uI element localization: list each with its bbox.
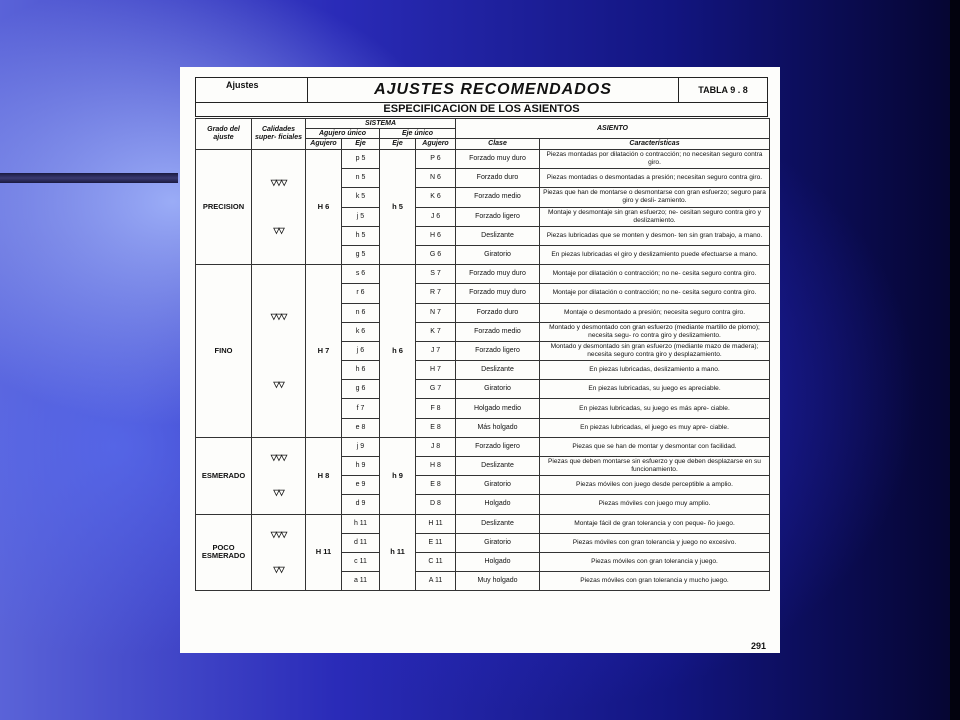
shaft-basis-hole-cell: G 7 xyxy=(416,380,456,399)
shaft-basis-hole-cell: C 11 xyxy=(416,552,456,571)
characteristics-cell: En piezas lubricadas, su juego es más apre- ciable. xyxy=(540,399,770,418)
table-row xyxy=(196,514,770,533)
fit-class-cell: Giratorio xyxy=(456,476,540,495)
grade-cell: ESMERADO xyxy=(196,437,252,514)
characteristics-cell: En piezas lubricadas, el juego es muy apre- ciable. xyxy=(540,418,770,437)
table-row xyxy=(196,265,770,284)
col-agujero-unico: Agujero único xyxy=(306,129,380,139)
col-clase: Clase xyxy=(456,139,540,150)
hole-basis-shaft-cell: n 5 xyxy=(342,169,380,188)
hole-basis-shaft-cell: g 6 xyxy=(342,380,380,399)
fit-class-cell: Forzado ligero xyxy=(456,437,540,456)
header-section-label: Ajustes xyxy=(196,78,308,102)
characteristics-cell: Piezas móviles con juego muy amplio. xyxy=(540,495,770,514)
characteristics-cell: Montaje o desmontado a presión; necesita seguro contra giro. xyxy=(540,303,770,322)
col-sistema: SISTEMA xyxy=(306,119,456,129)
table-header xyxy=(195,77,768,103)
col-eje-2: Eje xyxy=(380,139,416,150)
fit-class-cell: Deslizante xyxy=(456,226,540,245)
shaft-basis-hole-cell: H 11 xyxy=(416,514,456,533)
fit-class-cell: Giratorio xyxy=(456,245,540,264)
fit-class-cell: Deslizante xyxy=(456,361,540,380)
fit-class-cell: Deslizante xyxy=(456,514,540,533)
shaft-basis-hole-cell: K 6 xyxy=(416,188,456,207)
surface-finish-symbol: ▽▽▽ xyxy=(270,311,287,321)
shaft-basis-shaft-cell: h 11 xyxy=(380,514,416,591)
hole-basis-shaft-cell: c 11 xyxy=(342,552,380,571)
shaft-basis-shaft-cell: h 6 xyxy=(380,265,416,438)
fit-class-cell: Forzado muy duro xyxy=(456,150,540,169)
hole-basis-shaft-cell: e 8 xyxy=(342,418,380,437)
fit-class-cell: Muy holgado xyxy=(456,572,540,591)
fit-class-cell: Forzado ligero xyxy=(456,207,540,226)
shaft-basis-hole-cell: N 6 xyxy=(416,169,456,188)
hole-basis-shaft-cell: r 6 xyxy=(342,284,380,303)
shaft-basis-hole-cell: P 6 xyxy=(416,150,456,169)
shaft-basis-hole-cell: J 8 xyxy=(416,437,456,456)
fits-table-body xyxy=(196,150,770,591)
shaft-basis-shaft-cell: h 5 xyxy=(380,150,416,265)
hole-basis-shaft-cell: g 5 xyxy=(342,245,380,264)
characteristics-cell: Montaje y desmontaje sin gran esfuerzo; ne- cesitan seguro contra giro y deslizamiento. xyxy=(540,207,770,226)
surface-finish-symbol: ▽▽▽ xyxy=(270,177,287,187)
grade-cell: FINO xyxy=(196,265,252,438)
fit-class-cell: Forzado medio xyxy=(456,188,540,207)
surface-quality-cell xyxy=(252,265,306,438)
surface-finish-symbol: ▽▽ xyxy=(273,380,284,390)
shaft-basis-hole-cell: E 8 xyxy=(416,418,456,437)
fit-class-cell: Holgado medio xyxy=(456,399,540,418)
table-row xyxy=(196,150,770,169)
shaft-basis-hole-cell: N 7 xyxy=(416,303,456,322)
hole-basis-shaft-cell: p 5 xyxy=(342,150,380,169)
characteristics-cell: Montado y desmontado sin gran esfuerzo (mediante mazo de madera); necesita seguro contra giro y desplazamiento. xyxy=(540,341,770,360)
characteristics-cell: Montaje por dilatación o contracción; no ne- cesita seguro contra giro. xyxy=(540,265,770,284)
fit-class-cell: Holgado xyxy=(456,552,540,571)
col-eje-unico: Eje único xyxy=(380,129,456,139)
fit-class-cell: Forzado duro xyxy=(456,303,540,322)
shaft-basis-hole-cell: D 8 xyxy=(416,495,456,514)
characteristics-cell: Piezas montadas por dilatación o contracción; no necesitan seguro contra giro. xyxy=(540,150,770,169)
grade-cell: POCO ESMERADO xyxy=(196,514,252,591)
table-title: AJUSTES RECOMENDADOS xyxy=(308,78,679,102)
fit-class-cell: Forzado medio xyxy=(456,322,540,341)
shaft-basis-hole-cell: E 11 xyxy=(416,533,456,552)
characteristics-cell: Piezas lubricadas que se monten y desmon- ten sin gran trabajo, a mano. xyxy=(540,226,770,245)
col-grado: Grado del ajuste xyxy=(196,119,252,150)
hole-basis-shaft-cell: h 11 xyxy=(342,514,380,533)
page-number: 291 xyxy=(750,641,766,651)
hole-basis-shaft-cell: e 9 xyxy=(342,476,380,495)
hole-basis-shaft-cell: k 5 xyxy=(342,188,380,207)
shaft-basis-hole-cell: J 7 xyxy=(416,341,456,360)
characteristics-cell: Montaje fácil de gran tolerancia y con peque- ño juego. xyxy=(540,514,770,533)
surface-finish-symbol: ▽▽ xyxy=(273,226,284,236)
characteristics-cell: Piezas móviles con gran tolerancia y juego no excesivo. xyxy=(540,533,770,552)
fit-class-cell: Más holgado xyxy=(456,418,540,437)
hole-basis-hole-cell: H 8 xyxy=(306,437,342,514)
table-row xyxy=(196,437,770,456)
col-agujero-2: Agujero xyxy=(416,139,456,150)
fit-class-cell: Forzado ligero xyxy=(456,341,540,360)
characteristics-cell: Montado y desmontado con gran esfuerzo (mediante martillo de plomo); necesita segu- ro contra giro y deslizamiento. xyxy=(540,322,770,341)
col-asiento: ASIENTO xyxy=(456,119,770,139)
characteristics-cell: En piezas lubricadas, su juego es apreciable. xyxy=(540,380,770,399)
slide-decoration-bar xyxy=(0,173,178,183)
characteristics-cell: En piezas lubricadas, deslizamiento a mano. xyxy=(540,361,770,380)
scanned-table-page xyxy=(180,67,780,653)
surface-finish-symbol: ▽▽▽ xyxy=(270,530,287,539)
hole-basis-shaft-cell: k 6 xyxy=(342,322,380,341)
hole-basis-hole-cell: H 7 xyxy=(306,265,342,438)
characteristics-cell: Piezas móviles con gran tolerancia y mucho juego. xyxy=(540,572,770,591)
hole-basis-shaft-cell: d 11 xyxy=(342,533,380,552)
surface-quality-cell xyxy=(252,437,306,514)
shaft-basis-shaft-cell: h 9 xyxy=(380,437,416,514)
hole-basis-shaft-cell: n 6 xyxy=(342,303,380,322)
characteristics-cell: En piezas lubricadas el giro y deslizamiento puede efectuarse a mano. xyxy=(540,245,770,264)
characteristics-cell: Piezas que deben montarse sin esfuerzo y que deben desplazarse en su funcionamiento. xyxy=(540,457,770,476)
hole-basis-shaft-cell: a 11 xyxy=(342,572,380,591)
fit-class-cell: Forzado muy duro xyxy=(456,265,540,284)
hole-basis-shaft-cell: s 6 xyxy=(342,265,380,284)
shaft-basis-hole-cell: H 7 xyxy=(416,361,456,380)
col-agujero: Agujero xyxy=(306,139,342,150)
hole-basis-shaft-cell: d 9 xyxy=(342,495,380,514)
hole-basis-hole-cell: H 6 xyxy=(306,150,342,265)
fit-class-cell: Holgado xyxy=(456,495,540,514)
shaft-basis-hole-cell: G 6 xyxy=(416,245,456,264)
surface-finish-symbol: ▽▽ xyxy=(273,564,284,574)
characteristics-cell: Piezas móviles con juego desde perceptible a amplio. xyxy=(540,476,770,495)
characteristics-cell: Piezas móviles con gran tolerancia y juego. xyxy=(540,552,770,571)
fit-class-cell: Giratorio xyxy=(456,380,540,399)
slide-edge-strip xyxy=(950,0,960,720)
surface-quality-cell xyxy=(252,514,306,591)
fit-class-cell: Forzado muy duro xyxy=(456,284,540,303)
shaft-basis-hole-cell: E 8 xyxy=(416,476,456,495)
hole-basis-shaft-cell: j 6 xyxy=(342,341,380,360)
grade-cell: PRECISION xyxy=(196,150,252,265)
col-calidades: Calidades super- ficiales xyxy=(252,119,306,150)
surface-finish-symbol: ▽▽ xyxy=(273,488,284,498)
hole-basis-shaft-cell: j 5 xyxy=(342,207,380,226)
fit-class-cell: Deslizante xyxy=(456,457,540,476)
characteristics-cell: Piezas montadas o desmontadas a presión; necesitan seguro contra giro. xyxy=(540,169,770,188)
col-eje: Eje xyxy=(342,139,380,150)
shaft-basis-hole-cell: J 6 xyxy=(416,207,456,226)
surface-quality-cell xyxy=(252,150,306,265)
shaft-basis-hole-cell: H 6 xyxy=(416,226,456,245)
hole-basis-shaft-cell: j 9 xyxy=(342,437,380,456)
col-caracteristicas: Características xyxy=(540,139,770,150)
fits-table xyxy=(195,118,770,591)
shaft-basis-hole-cell: S 7 xyxy=(416,265,456,284)
fit-class-cell: Forzado duro xyxy=(456,169,540,188)
shaft-basis-hole-cell: R 7 xyxy=(416,284,456,303)
shaft-basis-hole-cell: H 8 xyxy=(416,457,456,476)
hole-basis-shaft-cell: f 7 xyxy=(342,399,380,418)
table-reference: TABLA 9 . 8 xyxy=(698,85,748,95)
hole-basis-shaft-cell: h 6 xyxy=(342,361,380,380)
characteristics-cell: Piezas que han de montarse o desmontarse con gran esfuerzo; seguro para giro y desli- zamiento. xyxy=(540,188,770,207)
hole-basis-shaft-cell: h 9 xyxy=(342,457,380,476)
hole-basis-shaft-cell: h 5 xyxy=(342,226,380,245)
shaft-basis-hole-cell: F 8 xyxy=(416,399,456,418)
surface-finish-symbol: ▽▽▽ xyxy=(270,453,287,463)
spec-title: ESPECIFICACION DE LOS ASIENTOS xyxy=(195,102,768,117)
characteristics-cell: Piezas que se han de montar y desmontar con facilidad. xyxy=(540,437,770,456)
hole-basis-hole-cell: H 11 xyxy=(306,514,342,591)
shaft-basis-hole-cell: K 7 xyxy=(416,322,456,341)
characteristics-cell: Montaje por dilatación o contracción; no ne- cesita seguro contra giro. xyxy=(540,284,770,303)
fit-class-cell: Giratorio xyxy=(456,533,540,552)
shaft-basis-hole-cell: A 11 xyxy=(416,572,456,591)
